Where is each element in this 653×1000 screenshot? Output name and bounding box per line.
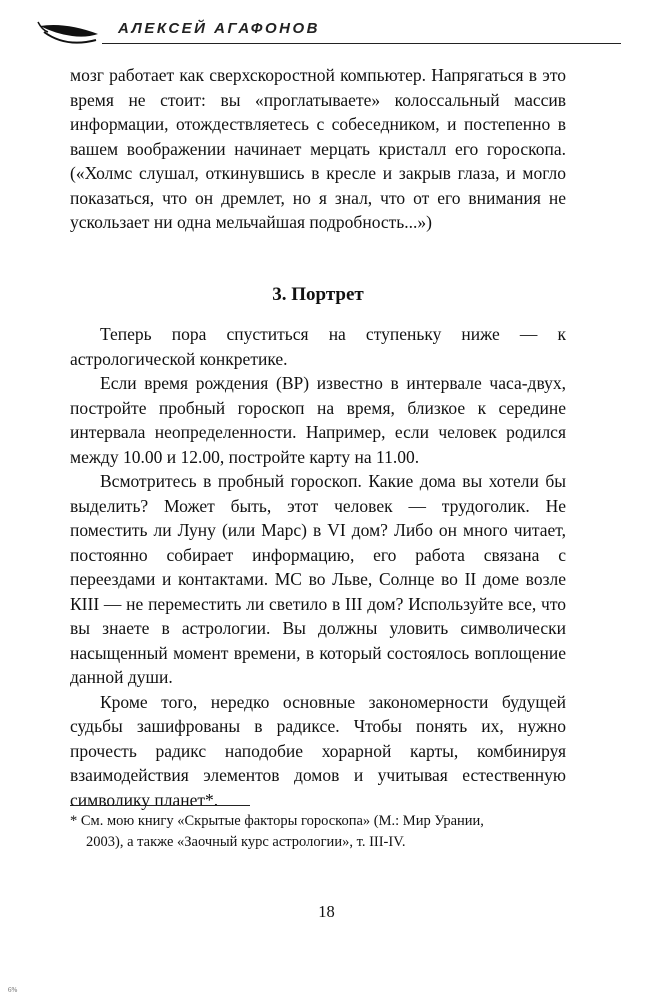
footnote-line: * См. мою книгу «Скрытые факторы гороскопа» (М.: Мир Урании, [70,813,484,829]
paragraph: Всмотритесь в пробный гороскоп. Какие дома вы хотели бы выделить? Может быть, этот человек — трудоголик. Не поместить ли Луну (или Марс) в VI дом? Либо он много читает, постоянно собирает информацию, его работа связана с переездами и контактами. МС во Льве, Солнце во II доме возле КIII — не переместить ли светило в III дом? Используйте все, что вы знаете в астрологии. Вы должны уловить символически насыщенный момент времени, в который состоялось воплощение данной души. [70,471,566,687]
section-heading: 3. Портрет [272,284,364,305]
paragraph: Кроме того, нередко основные закономерности будущей судьбы зашифрованы в радиксе. Чтобы понять их, нужно прочесть радикс наподобие хорарной карты, комбинируя взаимодействия элементов домов и учитывая естественную символику планет*. [70,691,566,810]
paragraph: Теперь пора спуститься на ступеньку ниже — к астрологической конкретике. [70,324,566,369]
corner-mark: 6% [8,986,18,994]
header-rule [102,43,621,44]
running-header [36,14,621,52]
continued-text-block [70,63,566,235]
page-number: 18 [318,902,335,921]
quill-ornament-icon [36,18,106,50]
section-body [70,322,566,812]
footnote-line: 2003), а также «Заочный курс астрологии», т. III-IV. [86,834,406,850]
continued-paragraph: мозг работает как сверхскоростной компьютер. Напрягаться в это время не стоит: вы «проглатываете» колоссальный массив информации, отождествляетесь с собеседником, и постепенно в вашем воображении начинает мерцать кристалл его гороскопа. («Холмс слушал, откинувшись в кресле и закрыв глаза, и могло показаться, что он дремлет, но я знал, что от его внимания не ускользает ни одна мельчайшая подробность...») [70,65,566,232]
footnote-rule [70,805,250,806]
header-author: АЛЕКСЕЙ АГАФОНОВ [118,20,321,37]
paragraph: Если время рождения (ВР) известно в интервале часа-двух, постройте пробный гороскоп на время, близкое к середине интервала неопределенности. Например, если человек родился между 10.00 и 12.00, постройте карту на 11.00. [70,373,566,467]
footnote [70,811,566,853]
